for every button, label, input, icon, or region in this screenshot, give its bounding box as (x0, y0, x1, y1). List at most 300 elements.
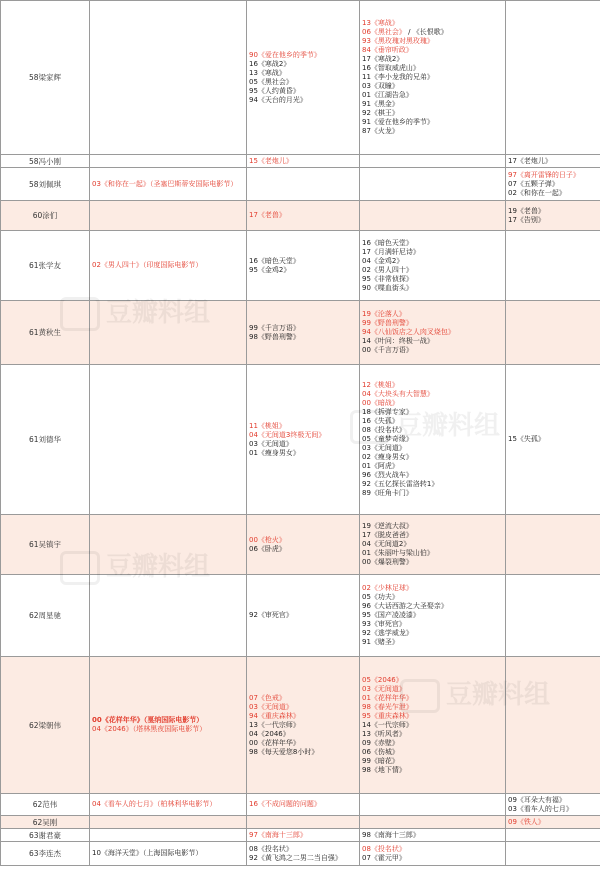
film-list-cell (90, 365, 247, 515)
table-row (1, 515, 600, 575)
film-entry (362, 55, 505, 64)
table-row (1, 365, 600, 515)
table-row (1, 816, 600, 829)
film-entry (249, 545, 359, 554)
film-entry (362, 46, 505, 55)
film-entry (362, 275, 505, 284)
film-title: 02《瘦身男女》 (362, 453, 413, 461)
film-entry (249, 431, 359, 440)
film-entry (362, 611, 505, 620)
film-title: 19《沦落人》 (362, 310, 406, 318)
film-title: 98《地下情》 (362, 765, 406, 774)
film-entry (362, 540, 505, 549)
film-entry (249, 51, 359, 60)
film-list-cell (90, 842, 247, 866)
film-list-cell (506, 515, 600, 575)
film-title: 94《天台的月光》 (249, 95, 307, 104)
film-list-cell (247, 365, 360, 515)
film-entry (249, 449, 359, 458)
film-list-cell (247, 829, 360, 842)
film-list-cell (90, 794, 247, 816)
person-name-cell: 63谢君豪 (1, 829, 90, 842)
film-title: 01《阿虎》 (362, 462, 399, 470)
film-entry (249, 730, 359, 739)
film-entry (249, 333, 359, 342)
film-list-cell (360, 201, 506, 231)
film-list-cell (506, 201, 600, 231)
film-title: 17《老炮儿》 (508, 156, 552, 165)
film-entry (362, 91, 505, 100)
film-entry (362, 602, 505, 611)
film-title: 04《无间道2》 (362, 540, 411, 548)
table-row (1, 168, 600, 201)
film-entry (362, 854, 505, 863)
film-entry (249, 712, 359, 721)
film-entry (508, 189, 600, 198)
film-title: 98《春光乍泄》 (362, 702, 413, 711)
film-list-cell (90, 1, 247, 155)
table-row (1, 201, 600, 231)
film-title: 03《无间道》 (362, 684, 406, 693)
film-title: 08《投名状》 (362, 426, 406, 434)
film-title: 13《听风者》 (362, 729, 406, 738)
film-title: 98《野兽刑警》 (249, 332, 300, 341)
film-entry (362, 739, 505, 748)
film-entry (249, 440, 359, 449)
film-title: 96《烈火战车》 (362, 471, 413, 479)
film-title: 17《告别》 (508, 215, 545, 224)
film-list-cell (360, 301, 506, 365)
film-title: 91《黑金》 (362, 100, 399, 108)
table-row (1, 829, 600, 842)
film-title: 98《每天爱您8小时》 (249, 747, 319, 756)
film-title: 05《黑社会》 (249, 77, 293, 86)
film-title: 07《色戒》 (249, 693, 286, 702)
film-entry (362, 685, 505, 694)
film-entry (362, 444, 505, 453)
film-entry (362, 337, 505, 346)
film-title: 04《金鸡2》 (362, 256, 404, 265)
table-row (1, 575, 600, 657)
film-title: 14《叶问：终极一战》 (362, 337, 434, 345)
film-entry (362, 489, 505, 498)
film-entry (249, 611, 359, 620)
film-title: 12《桃姐》 (362, 381, 399, 389)
film-title: 13《寒战》 (362, 19, 399, 27)
film-title: 11《李小龙我的兄弟》 (362, 73, 434, 81)
film-title: 04《无间道3终极无间》 (249, 430, 326, 439)
film-entry (508, 435, 600, 444)
film-title: 93《黑玫瑰对黑玫瑰》 (362, 37, 434, 45)
film-list-cell (360, 231, 506, 301)
film-list-cell (360, 794, 506, 816)
film-title: 01《瘦身男女》 (249, 448, 300, 457)
film-entry (362, 266, 505, 275)
film-entry (249, 831, 359, 840)
film-entry (362, 239, 505, 248)
film-title: 04《看车人的七月》（柏林利华电影节） (92, 800, 217, 808)
film-entry (362, 831, 505, 840)
film-entry (362, 399, 505, 408)
film-title: 95《重庆森林》 (362, 711, 413, 720)
film-title: 17《寒战2》 (362, 55, 404, 63)
film-list-cell (506, 575, 600, 657)
film-entry (362, 676, 505, 685)
film-list-cell (360, 168, 506, 201)
film-title: 16《暗色天堂》 (362, 238, 413, 247)
film-entry (362, 766, 505, 775)
film-entry (362, 310, 505, 319)
table-row (1, 155, 600, 168)
film-title: 07《五颗子弹》 (508, 179, 559, 188)
film-title: 16《失孤》 (362, 417, 399, 425)
film-entry (362, 471, 505, 480)
film-title: 00《花样年华》（戛纳国际电影节） (92, 716, 204, 724)
person-name-cell: 63李连杰 (1, 842, 90, 866)
film-title: 95《国产凌凌漆》 (362, 611, 420, 619)
film-entry (362, 453, 505, 462)
film-list-cell (90, 515, 247, 575)
film-entry (362, 638, 505, 647)
film-title-extra: / 《长恨歌》 (405, 28, 448, 36)
film-entry (508, 818, 600, 827)
person-name-cell: 61张学友 (1, 231, 90, 301)
film-list-cell (90, 301, 247, 365)
film-title: 87《火龙》 (362, 127, 399, 135)
film-list-cell (506, 816, 600, 829)
film-entry (362, 319, 505, 328)
film-entry (362, 109, 505, 118)
film-entry (362, 257, 505, 266)
film-title: 16《智取威虎山》 (362, 64, 420, 72)
film-list-cell (90, 201, 247, 231)
film-title: 16《寒战2》 (249, 59, 291, 68)
film-list-cell (90, 231, 247, 301)
film-title: 06《卧虎》 (249, 544, 286, 553)
film-entry (508, 180, 600, 189)
film-title: 99《野兽刑警》 (362, 319, 413, 327)
film-list-cell (506, 842, 600, 866)
film-list-cell (506, 829, 600, 842)
film-title: 97《离开雷锋的日子》 (508, 170, 580, 179)
film-title: 17《老兽》 (249, 211, 286, 219)
film-title: 13《寒战》 (249, 68, 286, 77)
film-entry (362, 426, 505, 435)
film-title: 08《投名状》 (362, 844, 406, 853)
film-list-cell (247, 1, 360, 155)
film-title: 09《赤壁》 (362, 738, 399, 747)
film-list-cell (247, 816, 360, 829)
film-list-cell (506, 231, 600, 301)
film-title: 06《黑社会》 (362, 28, 406, 36)
person-name-cell: 62周星驰 (1, 575, 90, 657)
film-title: 04《大块头有大智慧》 (362, 390, 434, 398)
film-title: 97《南海十三郎》 (249, 830, 307, 839)
film-entry (249, 845, 359, 854)
film-list-cell (247, 301, 360, 365)
film-title: 13《一代宗师》 (249, 720, 300, 729)
film-entry (249, 422, 359, 431)
person-name-cell: 58冯小刚 (1, 155, 90, 168)
film-entry (249, 257, 359, 266)
film-title: 03《无间道》 (362, 444, 406, 452)
film-entry (362, 703, 505, 712)
film-title: 03《双瞳》 (362, 82, 399, 90)
film-entry (92, 261, 246, 270)
film-entry (249, 748, 359, 757)
film-entry (362, 593, 505, 602)
film-title: 16《不成问题的问题》 (249, 800, 321, 808)
film-title: 00《枪火》 (249, 535, 286, 544)
film-title: 05《童梦奇缘》 (362, 435, 413, 443)
film-title: 02《男人四十》 (362, 265, 413, 274)
film-list-cell (360, 575, 506, 657)
film-title: 18《拆弹专家》 (362, 408, 413, 416)
table-row (1, 842, 600, 866)
film-entry (249, 60, 359, 69)
film-entry (362, 522, 505, 531)
film-title: 04《2046》（塔林黑夜国际电影节） (92, 725, 207, 733)
film-entry (362, 558, 505, 567)
film-entry (362, 37, 505, 46)
person-name-cell: 61吴镇宇 (1, 515, 90, 575)
film-list-cell (90, 155, 247, 168)
film-list-cell (247, 515, 360, 575)
film-list-cell (90, 575, 247, 657)
film-list-cell (360, 1, 506, 155)
film-entry (362, 629, 505, 638)
film-entry (362, 480, 505, 489)
film-entry (362, 284, 505, 293)
film-title: 94《八仙饭店之人肉叉烧包》 (362, 328, 455, 336)
film-title: 05《2046》 (362, 675, 403, 684)
film-entry (508, 216, 600, 225)
awards-table-body (1, 1, 600, 866)
film-entry (249, 87, 359, 96)
film-title: 00《爆裂刑警》 (362, 558, 413, 566)
film-title: 03《无间道》 (249, 702, 293, 711)
person-name-cell: 62梁朝伟 (1, 657, 90, 794)
film-title: 02《男人四十》（印度国际电影节） (92, 261, 203, 269)
film-title: 92《审死官》 (249, 611, 293, 619)
film-entry (249, 721, 359, 730)
film-title: 03《看车人的七月》 (508, 804, 573, 813)
film-entry (362, 100, 505, 109)
film-title: 98《南海十三郎》 (362, 830, 420, 839)
film-title: 06《伤城》 (362, 747, 399, 756)
film-entry (249, 266, 359, 275)
film-title: 84《垂帘听政》 (362, 46, 413, 54)
film-entry (362, 620, 505, 629)
film-title: 15《失孤》 (508, 435, 545, 443)
film-title: 01《朱丽叶与梁山伯》 (362, 549, 434, 557)
film-title: 16《暗色天堂》 (249, 256, 300, 265)
film-title: 17《脱皮爸爸》 (362, 531, 413, 539)
film-entry (362, 694, 505, 703)
film-title: 02《和你在一起》 (508, 188, 566, 197)
film-entry (92, 849, 246, 858)
film-list-cell (360, 155, 506, 168)
film-entry (362, 531, 505, 540)
film-entry (249, 739, 359, 748)
film-title: 02《少林足球》 (362, 584, 413, 592)
film-entry (362, 721, 505, 730)
film-entry (249, 78, 359, 87)
film-entry (362, 346, 505, 355)
film-list-cell (247, 575, 360, 657)
film-list-cell (506, 1, 600, 155)
film-entry (362, 584, 505, 593)
film-title: 91《赌圣》 (362, 638, 399, 646)
film-entry (362, 328, 505, 337)
person-name-cell: 60涂们 (1, 201, 90, 231)
film-list-cell (247, 168, 360, 201)
film-entry (362, 757, 505, 766)
film-list-cell (247, 657, 360, 794)
film-title: 99《千言万语》 (249, 323, 300, 332)
film-entry (362, 127, 505, 136)
film-list-cell (360, 365, 506, 515)
film-list-cell (506, 155, 600, 168)
film-entry (362, 390, 505, 399)
watermark-text: 豆瓣料组 (396, 411, 501, 441)
film-title: 93《审死官》 (362, 620, 406, 628)
film-entry (362, 118, 505, 127)
film-title: 95《金鸡2》 (249, 265, 291, 274)
film-list-cell (247, 231, 360, 301)
film-title: 05《功夫》 (362, 593, 399, 601)
film-title: 90《喋血街头》 (362, 283, 413, 292)
film-title: 03《和你在一起》（圣塞巴斯蒂安国际电影节） (92, 179, 238, 188)
film-title: 00《暗战》 (362, 399, 399, 407)
film-title: 92《黄飞鸿之二男二当自强》 (249, 853, 342, 862)
film-entry (362, 549, 505, 558)
film-title: 00《千言万语》 (362, 346, 413, 354)
film-entry (249, 800, 359, 809)
film-entry (249, 854, 359, 863)
film-list-cell (360, 515, 506, 575)
person-name-cell: 58刘佩琪 (1, 168, 90, 201)
film-entry (508, 207, 600, 216)
film-title: 96《大话西游之大圣娶亲》 (362, 602, 448, 610)
film-entry (362, 845, 505, 854)
film-entry (362, 462, 505, 471)
film-entry (508, 805, 600, 814)
film-list-cell (247, 155, 360, 168)
film-title: 03《无间道》 (249, 439, 293, 448)
film-list-cell (360, 842, 506, 866)
film-entry (249, 96, 359, 105)
film-list-cell (360, 816, 506, 829)
film-list-cell (90, 657, 247, 794)
film-entry (362, 748, 505, 757)
film-title: 95《非常侦探》 (362, 274, 413, 283)
film-list-cell (90, 168, 247, 201)
film-entry (362, 417, 505, 426)
film-list-cell (506, 657, 600, 794)
film-entry (249, 694, 359, 703)
film-entry (249, 157, 359, 166)
film-list-cell (247, 794, 360, 816)
film-title: 01《江湖告急》 (362, 91, 413, 99)
film-entry (508, 157, 600, 166)
film-title: 90《爱在他乡的季节》 (249, 50, 321, 59)
person-name-cell: 62范伟 (1, 794, 90, 816)
film-list-cell (90, 816, 247, 829)
film-title: 07《霍元甲》 (362, 853, 406, 862)
film-entry (508, 796, 600, 805)
film-title: 92《棋王》 (362, 109, 399, 117)
film-entry (249, 324, 359, 333)
film-title: 92《五亿探长雷洛转1》 (362, 480, 439, 488)
film-title: 08《投名状》 (249, 844, 293, 853)
table-row (1, 231, 600, 301)
table-row (1, 657, 600, 794)
film-list-cell (360, 657, 506, 794)
film-entry (362, 435, 505, 444)
film-title: 09《铁人》 (508, 817, 545, 826)
person-name-cell: 58梁家辉 (1, 1, 90, 155)
film-list-cell (247, 842, 360, 866)
film-entry (249, 703, 359, 712)
film-title: 17《月满轩尼诗》 (362, 247, 420, 256)
film-entry (92, 725, 246, 734)
film-entry (249, 69, 359, 78)
film-entry (362, 82, 505, 91)
table-row (1, 794, 600, 816)
film-entry (362, 712, 505, 721)
film-entry (249, 211, 359, 220)
film-entry (362, 64, 505, 73)
film-entry (362, 19, 505, 28)
film-entry (362, 28, 505, 37)
film-list-cell (506, 794, 600, 816)
film-entry (362, 73, 505, 82)
film-title: 94《重庆森林》 (249, 711, 300, 720)
film-entry (362, 408, 505, 417)
film-entry (249, 536, 359, 545)
film-list-cell (506, 365, 600, 515)
person-name-cell: 61刘德华 (1, 365, 90, 515)
film-title: 19《逆流大叔》 (362, 522, 413, 530)
film-list-cell (360, 829, 506, 842)
film-title: 95《人约黄昏》 (249, 86, 300, 95)
film-entry (362, 381, 505, 390)
film-list-cell (506, 168, 600, 201)
film-list-cell (247, 201, 360, 231)
table-row (1, 1, 600, 155)
film-title: 01《花样年华》 (362, 693, 413, 702)
person-name-cell: 62吴刚 (1, 816, 90, 829)
film-title: 04《2046》 (249, 729, 290, 738)
film-title: 09《耳朵大有福》 (508, 795, 566, 804)
film-entry (508, 171, 600, 180)
film-title: 15《老炮儿》 (249, 156, 293, 165)
film-entry (362, 730, 505, 739)
film-entry (362, 248, 505, 257)
film-title: 14《一代宗师》 (362, 720, 413, 729)
film-title: 11《桃姐》 (249, 421, 286, 430)
film-entry (92, 800, 246, 809)
person-name-cell: 61黄秋生 (1, 301, 90, 365)
table-row (1, 301, 600, 365)
film-title: 92《逃学威龙》 (362, 629, 413, 637)
film-title: 89《旺角卡门》 (362, 489, 413, 497)
film-title: 19《老兽》 (508, 206, 545, 215)
film-list-cell (90, 829, 247, 842)
film-title: 10《海洋天堂》（上海国际电影节） (92, 849, 203, 857)
film-title: 99《暗花》 (362, 756, 399, 765)
